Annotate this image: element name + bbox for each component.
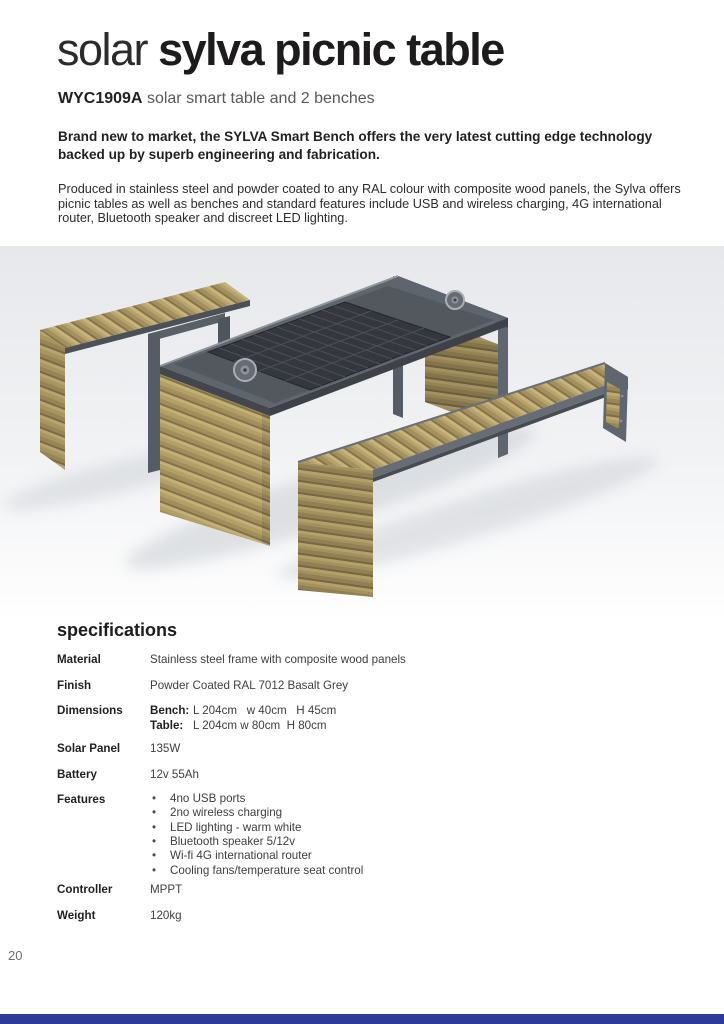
product-code: WYC1909A bbox=[58, 90, 143, 107]
page-title-bold: sylva picnic table bbox=[158, 24, 504, 75]
dimension-bench-label: Bench: bbox=[150, 704, 190, 717]
wireless-charging-pad-icon bbox=[446, 291, 464, 309]
dimension-table-line bbox=[150, 719, 336, 732]
feature-item: • Wi-fi 4G international router bbox=[150, 850, 363, 863]
dimension-bench-line bbox=[150, 704, 336, 717]
spec-label: Material bbox=[57, 653, 101, 666]
spec-value bbox=[150, 704, 336, 735]
picnic-table-render bbox=[0, 246, 724, 614]
product-subtitle bbox=[58, 90, 375, 108]
spec-label: Battery bbox=[57, 768, 97, 781]
spec-value: 120kg bbox=[150, 909, 182, 922]
feature-item: • Bluetooth speaker 5/12v bbox=[150, 836, 363, 849]
spec-value: Powder Coated RAL 7012 Basalt Grey bbox=[150, 679, 349, 692]
intro-body-paragraph: Produced in stainless steel and powder coated to any RAL colour with composite wood panels, the Sylva offers picnic tables as well as benches and standard features include USB and wireless charging, 4G international router, Bluetooth speaker and discreet LED lighting. bbox=[58, 182, 681, 226]
spec-label: Weight bbox=[57, 909, 96, 922]
specifications-heading: specifications bbox=[57, 620, 178, 640]
feature-item: • LED lighting - warm white bbox=[150, 822, 363, 835]
dimension-table-value: L 204cm w 80cm H 80cm bbox=[193, 719, 327, 733]
feature-item: • 2no wireless charging bbox=[150, 807, 363, 820]
dimension-bench-value: L 204cm w 40cm H 45cm bbox=[193, 704, 337, 717]
feature-list bbox=[150, 793, 363, 877]
footer-accent-bar bbox=[0, 1014, 724, 1024]
page-number: 20 bbox=[8, 948, 23, 963]
spec-label: Controller bbox=[57, 883, 113, 896]
feature-item: • Cooling fans/temperature seat control bbox=[150, 865, 363, 878]
page-title-light: solar bbox=[57, 24, 148, 75]
intro-lead-paragraph: Brand new to market, the SYLVA Smart Bench offers the very latest cutting edge technology backed up by superb engineering and fabrication. bbox=[58, 129, 653, 162]
spec-value: 12v 55Ah bbox=[150, 768, 199, 781]
spec-value bbox=[150, 793, 363, 879]
product-image bbox=[0, 246, 724, 614]
spec-label: Features bbox=[57, 793, 106, 806]
product-subtitle-text: solar smart table and 2 benches bbox=[146, 90, 375, 107]
wireless-charging-pad-icon bbox=[234, 359, 256, 381]
dimension-table-label: Table: bbox=[150, 719, 184, 733]
spec-label: Finish bbox=[57, 679, 92, 692]
spec-label: Dimensions bbox=[57, 704, 123, 717]
spec-value: Stainless steel frame with composite wood panels bbox=[150, 653, 406, 666]
page-title bbox=[57, 26, 504, 73]
spec-label: Solar Panel bbox=[57, 742, 121, 755]
spec-value: 135W bbox=[150, 742, 181, 755]
spec-value: MPPT bbox=[150, 883, 183, 896]
feature-item: • 4no USB ports bbox=[150, 793, 363, 806]
